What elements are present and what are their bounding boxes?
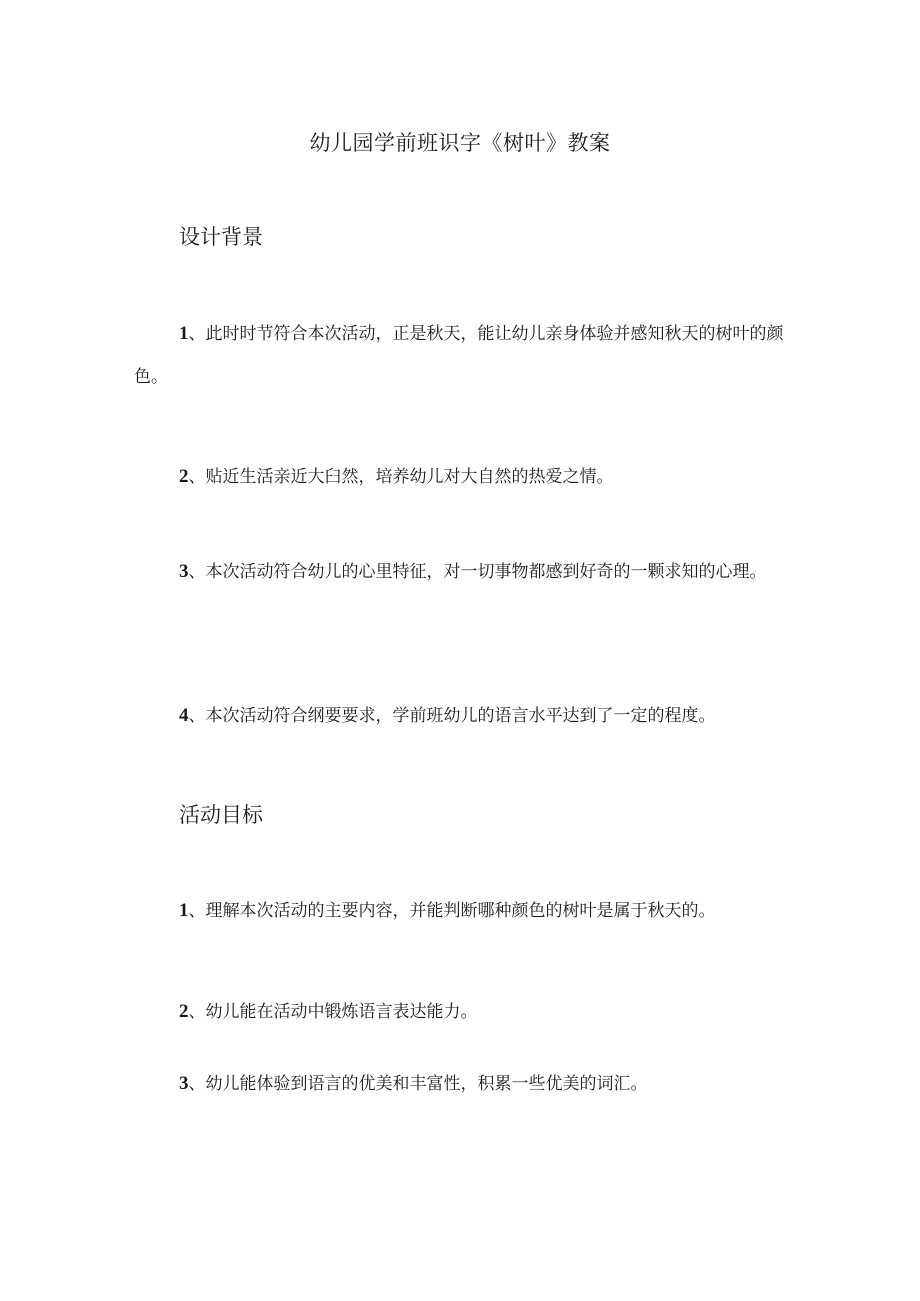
paragraph-goal-1 — [134, 889, 794, 933]
paragraph-goal-2 — [134, 990, 794, 1034]
item-number: 3 — [179, 1073, 189, 1094]
item-number: 1 — [179, 323, 189, 344]
item-number: 2 — [179, 466, 189, 487]
section-heading-activity-goals: 活动目标 — [179, 803, 263, 827]
item-number: 1 — [179, 900, 189, 921]
item-number: 2 — [179, 1001, 189, 1022]
item-number: 3 — [179, 561, 189, 582]
item-text: 、幼儿能在活动中锻炼语言表达能力。 — [188, 1002, 478, 1022]
paragraph-background-4 — [134, 694, 794, 738]
item-text: 、贴近生活亲近大臼然，培养幼儿对大自然的热爱之情。 — [188, 467, 614, 487]
item-text: 、理解本次活动的主要内容，并能判断哪种颜色的树叶是属于秋天的。 — [188, 901, 716, 921]
item-text: 、幼儿能体验到语言的优美和丰富性，积累一些优美的词汇。 — [188, 1074, 648, 1094]
item-text: 、此时时节符合本次活动，正是秋天，能让幼儿亲身体验并感知秋天的树叶的颜色。 — [134, 324, 784, 387]
paragraph-background-2 — [134, 455, 794, 499]
document-title: 幼儿园学前班识字《树叶》教案 — [309, 131, 611, 155]
item-text: 、本次活动符合幼儿的心里特征，对一切事物都感到好奇的一颗求知的心理。 — [188, 562, 767, 582]
paragraph-goal-3 — [134, 1062, 794, 1106]
paragraph-background-3 — [134, 550, 794, 594]
section-heading-design-background: 设计背景 — [179, 225, 263, 249]
paragraph-background-1 — [134, 312, 794, 399]
item-number: 4 — [179, 705, 189, 726]
item-text: 、本次活动符合纲要要求，学前班幼儿的语言水平达到了一定的程度。 — [188, 706, 716, 726]
